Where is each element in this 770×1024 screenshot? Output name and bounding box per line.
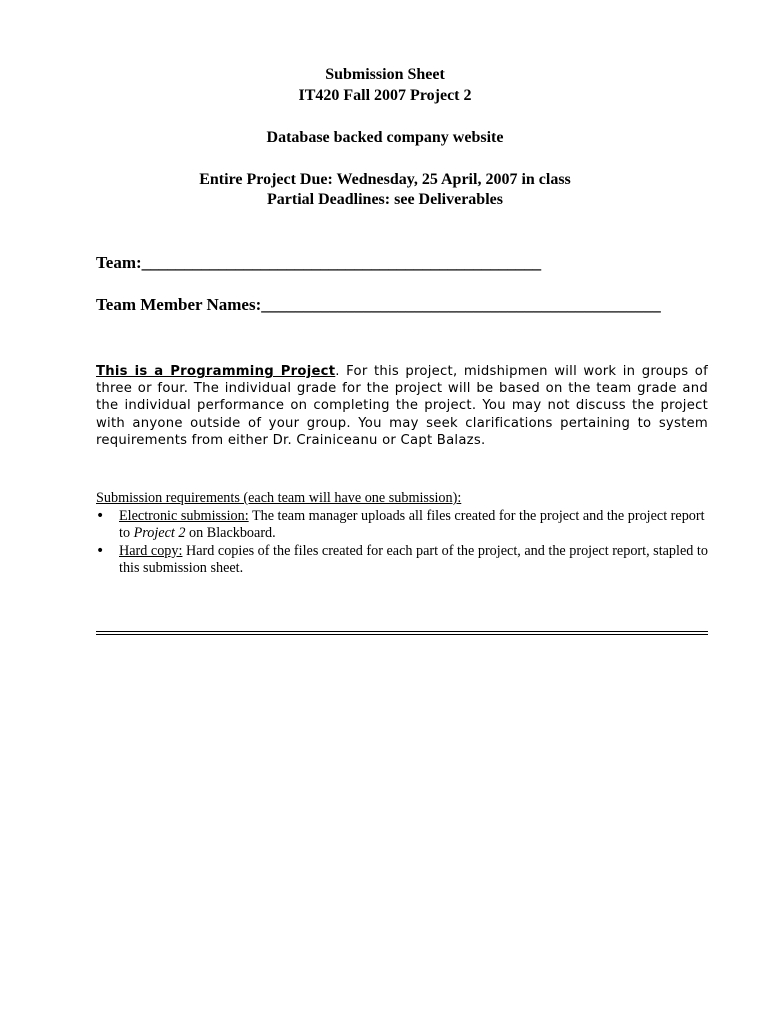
team-field: Team:_______________________________________________ (96, 253, 542, 272)
project-title: Database backed company website (266, 129, 504, 146)
bullet-icon: • (96, 542, 105, 559)
requirement-label: Hard copy: (119, 542, 183, 559)
due-date: Entire Project Due: Wednesday, 25 April, 2007 in class (199, 171, 571, 188)
bullet-icon: • (96, 507, 105, 524)
list-item (96, 508, 716, 543)
requirement-label: Electronic submission: (119, 507, 249, 524)
requirement-text-end: on Blackboard. (185, 525, 276, 542)
requirements-heading: Submission requirements (each team will have one submission): (96, 490, 462, 506)
intro-paragraph (96, 363, 708, 449)
sheet-title: Submission Sheet (325, 66, 445, 83)
intro-lead: This is a Programming Project (96, 364, 336, 379)
requirements-list (96, 508, 716, 578)
requirement-text: Hard copies of the files created for each part of the project, and the project report, stapled to this submission sheet. (119, 542, 708, 577)
submission-requirements (96, 490, 716, 578)
list-item (96, 543, 716, 578)
intro-body: . For this project, midshipmen will work in groups of three or four. The individual grade for the project will be based on the team grade and the individual performance on completing the project. You may not discuss the project with anyone outside of your group. You may seek clarifications pertaining to system requirements from either Dr. Crainiceanu or Capt Balazs. (96, 364, 709, 448)
team-members-field: Team Member Names:_______________________________________________ (96, 295, 661, 314)
double-rule-divider (96, 631, 708, 635)
requirement-text: The team manager uploads all files created for the project and the project report to (119, 507, 705, 542)
partial-deadlines: Partial Deadlines: see Deliverables (267, 191, 503, 208)
requirement-emphasis: Project 2 (133, 525, 186, 542)
course-title: IT420 Fall 2007 Project 2 (298, 87, 472, 104)
